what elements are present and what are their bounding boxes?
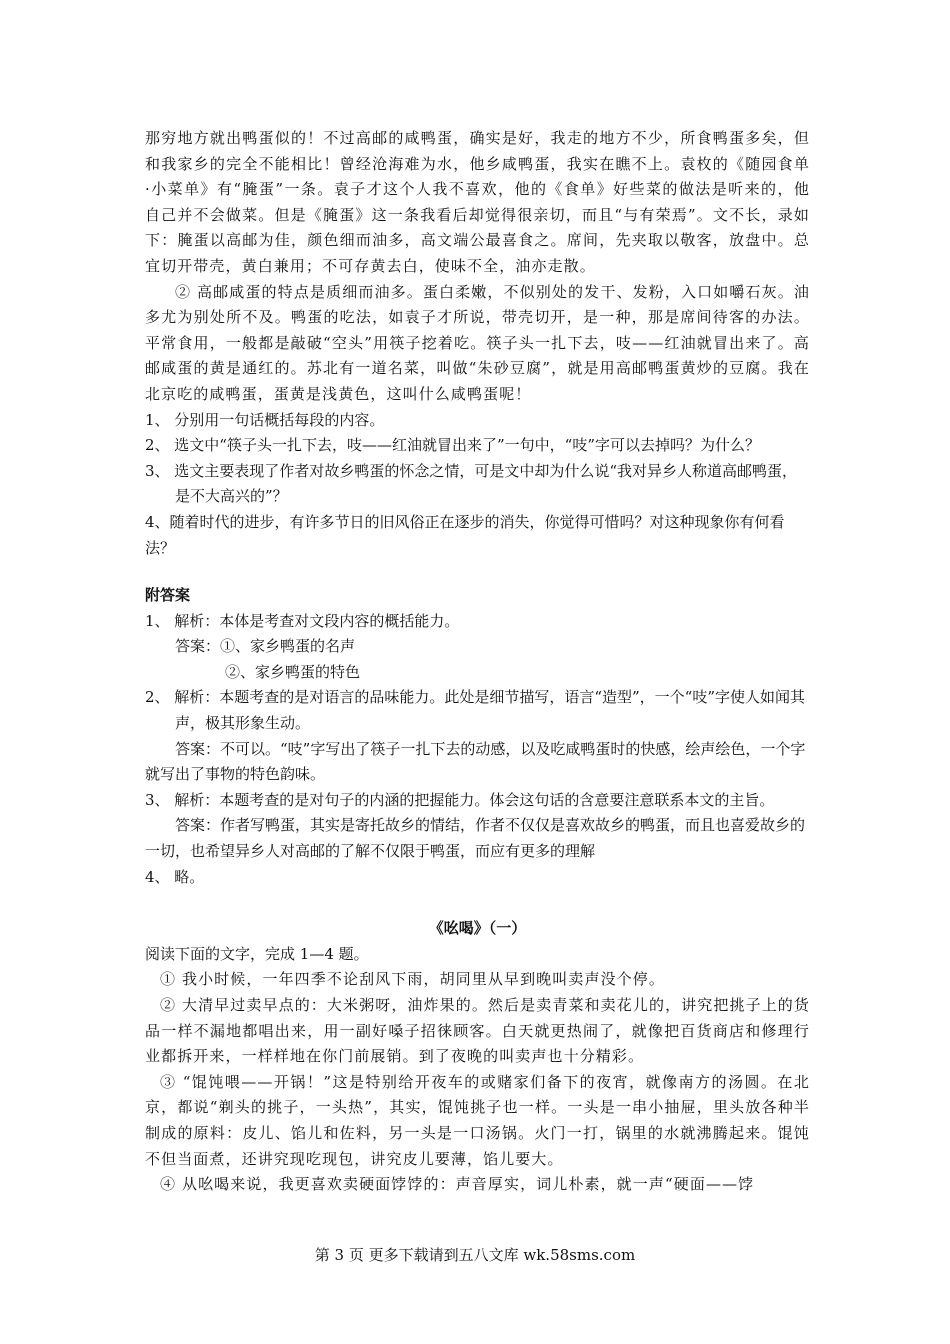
- question-1: 1、 分别用一句话概括每段的内容。: [145, 410, 385, 429]
- answer-1-answer-2: ②、家乡鸭蛋的特色: [225, 662, 361, 681]
- answers-heading: 附答案: [145, 586, 191, 605]
- page-footer: 第 3 页 更多下载请到五八文库 wk.58sms.com: [314, 1246, 636, 1264]
- answer-2-answer: 答案：不可以。“吱”字写出了筷子一扎下去的动感，以及吃咸鸭蛋时的快感，绘声绘色，一个字就写出了事物的特色韵味。: [145, 739, 806, 784]
- question-4: 4、随着时代的进步，有许多节日的旧风俗正在逐步的消失，你觉得可惜吗？对这种现象你有何看法？: [145, 512, 785, 557]
- question-3: 3、 选文主要表现了作者对故乡鸭蛋的怀念之情，可是文中却为什么说“我对异乡人称道高邮鸭蛋，是不大高兴的”？: [145, 461, 797, 506]
- passage-paragraph-2: ② 高邮咸蛋的特点是质细而油多。蛋白柔嫩，不似别处的发干、发粉，入口如嚼石灰。油多尤为别处所不及。鸭蛋的吃法，如袁子才所说，带壳切开，是一种，那是席间待客的办法。平常食用，一般都是敲破“空头”用筷子挖着吃。筷子头一扎下去，吱——红油就冒出来了。高邮咸蛋的黄是通红的。苏北有一道名菜，叫做“朱砂豆腐”，就是用高邮鸭蛋黄炒的豆腐。我在北京吃的咸鸭蛋，蛋黄是浅黄色，这叫什么咸鸭蛋呢！: [145, 282, 810, 403]
- passage-2-paragraph-1: ① 我小时候，一年四季不论刮风下雨，胡同里从早到晚叫卖声没个停。: [160, 970, 665, 989]
- passage-2-paragraph-2: ② 大清早过卖早点的：大米粥呀，油炸果的。然后是卖青菜和卖花儿的，讲究把挑子上的货品一样不漏地都唱出来，用一副好嗓子招徕顾客。白天就更热闹了，就像把百货商店和修理行业都拆开来，一样样地在你门前展销。到了夜晚的叫卖声也十分精彩。: [145, 996, 810, 1066]
- passage-2-paragraph-4: ④ 从吆喝来说，我更喜欢卖硬面饽饽的：声音厚实，词儿朴素，就一声“硬面——饽: [160, 1175, 755, 1194]
- spacer: [145, 890, 810, 916]
- answer-1-analysis: 1、 解析：本体是考查对文段内容的概括能力。: [145, 611, 460, 630]
- question-2: 2、 选文中“筷子头一扎下去，吱——红油就冒出来了”一句中，“吱”字可以去掉吗？为什么？: [145, 436, 760, 455]
- passage-paragraph-continued: 那穷地方就出鸭蛋似的！不过高邮的咸鸭蛋，确实是好，我走的地方不少，所食鸭蛋多矣，但和我家乡的完全不能相比！曾经沧海难为水，他乡咸鸭蛋，我实在瞧不上。袁枚的《随园食单·小菜单》有“腌蛋”一条。袁子才这个人我不喜欢，他的《食单》好些菜的做法是听来的，他自己并不会做菜。但是《腌蛋》这一条我看后却觉得很亲切，而且“与有荣焉”。文不长，录如下：腌蛋以高邮为佳，颜色细而油多，高文端公最喜食之。席间，先夹取以敬客，放盘中。总宜切开带壳，黄白兼用；不可存黄去白，使味不全，油亦走散。: [145, 129, 810, 275]
- answer-2-analysis: 2、 解析：本题考查的是对语言的品味能力。此处是细节描写，语言“造型”，一个“吱”字使人如闻其声，极其形象生动。: [145, 688, 805, 733]
- answer-3-answer: 答案：作者写鸭蛋，其实是寄托故乡的情结，作者不仅仅是喜欢故乡的鸭蛋，而且也喜爱故乡的一切，也希望异乡人对高邮的了解不仅限于鸭蛋，而应有更多的理解: [145, 816, 806, 861]
- passage-2-instruction: 阅读下面的文字，完成 1—4 题。: [145, 944, 369, 963]
- passage-2-paragraph-3: ③ “馄饨喂——开锅！”这是特别给开夜车的或赌家们备下的夜宵，就像南方的汤圆。在北京，都说“剃头的挑子，一头热”，其实，馄饨挑子也一样。一头是一串小抽屉，里头放各种半制成的原料：皮儿、馅儿和佐料，另一头是一口汤锅。火门一打，锅里的水就沸腾起来。馄饨不但当面煮，还讲究现吃现包，讲究皮儿要薄，馅儿要大。: [145, 1072, 810, 1168]
- passage-2-title: 《吆喝》（一）: [428, 919, 527, 938]
- content-column: [145, 126, 810, 1198]
- spacer: [145, 561, 810, 583]
- answer-3-analysis: 3、 解析：本题考查的是对句子的内涵的把握能力。体会这句话的含意要注意联系本文的主旨。: [145, 790, 775, 809]
- answer-1-answer: 答案：①、家乡鸭蛋的名声: [175, 637, 356, 656]
- answer-4: 4、 略。: [145, 867, 205, 886]
